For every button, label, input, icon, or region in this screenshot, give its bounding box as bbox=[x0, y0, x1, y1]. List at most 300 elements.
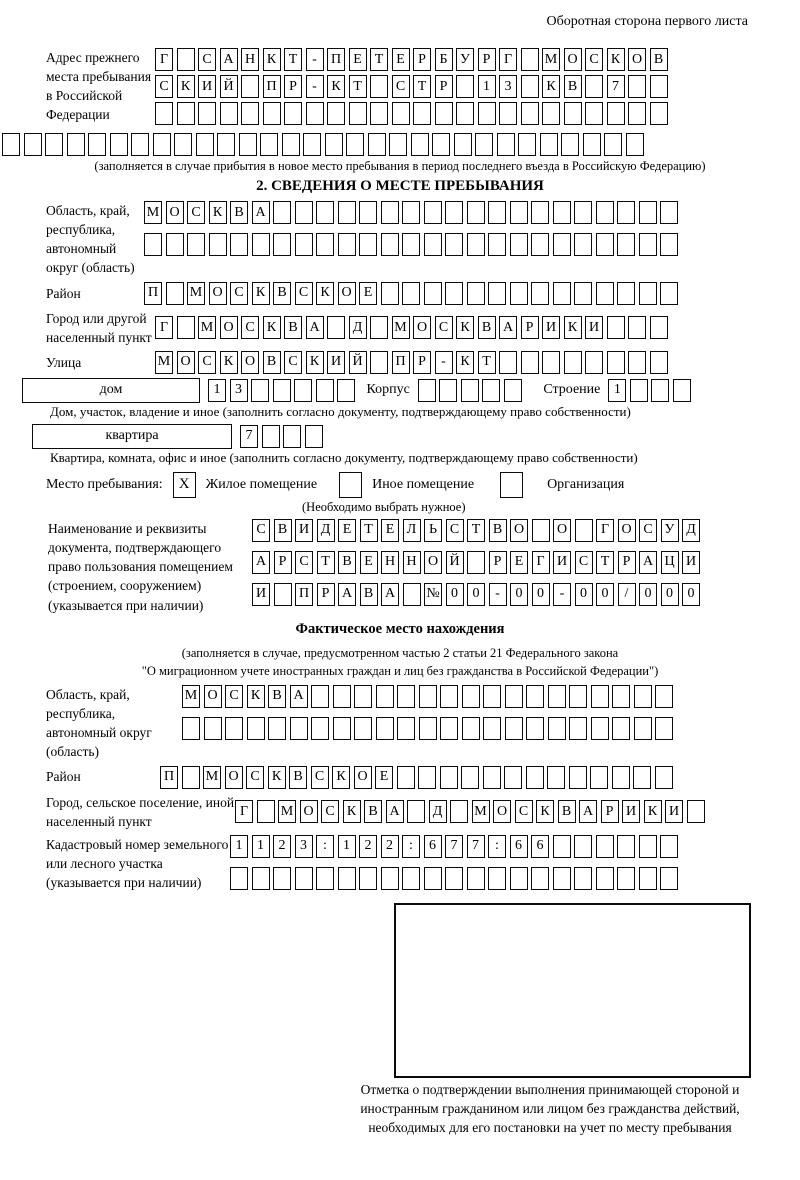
char-box[interactable] bbox=[359, 201, 377, 224]
char-box[interactable]: С bbox=[585, 48, 603, 71]
char-box[interactable] bbox=[295, 867, 313, 890]
char-box[interactable] bbox=[440, 685, 458, 708]
char-box[interactable] bbox=[209, 233, 227, 256]
char-box[interactable] bbox=[217, 133, 235, 156]
char-box[interactable]: Е bbox=[375, 766, 393, 789]
char-box[interactable] bbox=[370, 316, 388, 339]
char-box[interactable]: М bbox=[144, 201, 162, 224]
char-box[interactable]: А bbox=[290, 685, 308, 708]
char-box[interactable] bbox=[504, 379, 522, 402]
char-box[interactable] bbox=[526, 766, 544, 789]
char-box[interactable]: А bbox=[386, 800, 404, 823]
char-box[interactable] bbox=[483, 766, 501, 789]
char-box[interactable]: К bbox=[536, 800, 554, 823]
char-box[interactable]: Й bbox=[446, 551, 464, 574]
char-box[interactable] bbox=[510, 233, 528, 256]
char-box[interactable] bbox=[284, 102, 302, 125]
char-box[interactable]: С bbox=[198, 48, 216, 71]
char-box[interactable] bbox=[650, 316, 668, 339]
char-box[interactable]: 1 bbox=[252, 835, 270, 858]
char-box[interactable] bbox=[630, 379, 648, 402]
char-box[interactable]: О bbox=[510, 519, 528, 542]
char-box[interactable] bbox=[252, 233, 270, 256]
char-box[interactable] bbox=[628, 102, 646, 125]
char-box[interactable]: Н bbox=[381, 551, 399, 574]
char-box[interactable]: Р bbox=[413, 48, 431, 71]
char-box[interactable] bbox=[569, 717, 587, 740]
char-box[interactable] bbox=[251, 379, 269, 402]
char-box[interactable] bbox=[311, 717, 329, 740]
char-box[interactable] bbox=[338, 233, 356, 256]
char-box[interactable] bbox=[370, 75, 388, 98]
char-box[interactable] bbox=[591, 685, 609, 708]
char-box[interactable]: К bbox=[607, 48, 625, 71]
char-box[interactable] bbox=[187, 233, 205, 256]
char-box[interactable] bbox=[370, 102, 388, 125]
char-box[interactable]: В bbox=[338, 551, 356, 574]
char-box[interactable]: 7 bbox=[467, 835, 485, 858]
char-box[interactable] bbox=[467, 233, 485, 256]
char-box[interactable]: С bbox=[446, 519, 464, 542]
char-box[interactable]: К bbox=[263, 316, 281, 339]
char-box[interactable]: Р bbox=[618, 551, 636, 574]
char-box[interactable]: - bbox=[489, 583, 507, 606]
char-box[interactable] bbox=[461, 766, 479, 789]
char-box[interactable]: : bbox=[316, 835, 334, 858]
char-box[interactable] bbox=[518, 133, 536, 156]
char-box[interactable] bbox=[499, 102, 517, 125]
char-box[interactable]: М bbox=[472, 800, 490, 823]
char-box[interactable] bbox=[617, 835, 635, 858]
char-box[interactable] bbox=[585, 75, 603, 98]
char-box[interactable] bbox=[450, 800, 468, 823]
char-box[interactable]: С bbox=[295, 282, 313, 305]
char-box[interactable] bbox=[260, 133, 278, 156]
char-box[interactable]: К bbox=[327, 75, 345, 98]
char-box[interactable] bbox=[295, 201, 313, 224]
char-box[interactable] bbox=[346, 133, 364, 156]
char-box[interactable] bbox=[402, 282, 420, 305]
char-box[interactable]: Е bbox=[381, 519, 399, 542]
char-box[interactable] bbox=[650, 102, 668, 125]
char-box[interactable] bbox=[316, 201, 334, 224]
char-box[interactable] bbox=[177, 102, 195, 125]
char-box[interactable]: В bbox=[230, 201, 248, 224]
char-box[interactable] bbox=[564, 351, 582, 374]
char-box[interactable]: 7 bbox=[240, 425, 258, 448]
char-box[interactable] bbox=[499, 351, 517, 374]
char-box[interactable] bbox=[540, 133, 558, 156]
char-box[interactable] bbox=[482, 379, 500, 402]
char-box[interactable] bbox=[424, 282, 442, 305]
char-box[interactable]: В bbox=[478, 316, 496, 339]
char-box[interactable]: / bbox=[618, 583, 636, 606]
char-box[interactable] bbox=[461, 379, 479, 402]
char-box[interactable] bbox=[505, 717, 523, 740]
char-box[interactable] bbox=[359, 233, 377, 256]
char-box[interactable]: С bbox=[321, 800, 339, 823]
char-box[interactable] bbox=[354, 685, 372, 708]
char-box[interactable]: С bbox=[241, 316, 259, 339]
registration-stamp-box[interactable] bbox=[394, 903, 751, 1078]
char-box[interactable] bbox=[488, 282, 506, 305]
char-box[interactable]: О bbox=[413, 316, 431, 339]
char-box[interactable] bbox=[327, 102, 345, 125]
char-box[interactable]: Г bbox=[235, 800, 253, 823]
char-box[interactable] bbox=[660, 835, 678, 858]
char-box[interactable]: 1 bbox=[608, 379, 626, 402]
char-box[interactable] bbox=[504, 766, 522, 789]
char-box[interactable] bbox=[262, 425, 280, 448]
char-box[interactable]: А bbox=[381, 583, 399, 606]
char-box[interactable] bbox=[282, 133, 300, 156]
char-box[interactable] bbox=[273, 233, 291, 256]
char-box[interactable] bbox=[418, 379, 436, 402]
char-box[interactable] bbox=[225, 717, 243, 740]
char-box[interactable] bbox=[333, 685, 351, 708]
char-box[interactable] bbox=[144, 233, 162, 256]
char-box[interactable]: О bbox=[564, 48, 582, 71]
char-box[interactable]: Б bbox=[435, 48, 453, 71]
char-box[interactable] bbox=[411, 133, 429, 156]
char-box[interactable] bbox=[316, 233, 334, 256]
char-box[interactable]: П bbox=[327, 48, 345, 71]
char-box[interactable]: С bbox=[198, 351, 216, 374]
char-box[interactable] bbox=[607, 102, 625, 125]
char-box[interactable]: 2 bbox=[273, 835, 291, 858]
char-box[interactable] bbox=[440, 766, 458, 789]
char-box[interactable] bbox=[628, 316, 646, 339]
char-box[interactable] bbox=[413, 102, 431, 125]
char-box[interactable]: И bbox=[553, 551, 571, 574]
char-box[interactable] bbox=[564, 102, 582, 125]
char-box[interactable] bbox=[478, 102, 496, 125]
char-box[interactable] bbox=[273, 201, 291, 224]
char-box[interactable]: Й bbox=[220, 75, 238, 98]
char-box[interactable] bbox=[445, 201, 463, 224]
char-box[interactable] bbox=[548, 717, 566, 740]
char-box[interactable] bbox=[521, 48, 539, 71]
char-box[interactable] bbox=[532, 519, 550, 542]
char-box[interactable]: С bbox=[311, 766, 329, 789]
char-box[interactable] bbox=[376, 685, 394, 708]
char-box[interactable] bbox=[467, 867, 485, 890]
char-box[interactable] bbox=[166, 233, 184, 256]
char-box[interactable]: 7 bbox=[607, 75, 625, 98]
char-box[interactable]: Л bbox=[403, 519, 421, 542]
char-box[interactable] bbox=[574, 282, 592, 305]
char-box[interactable] bbox=[424, 201, 442, 224]
char-box[interactable]: А bbox=[252, 201, 270, 224]
char-box[interactable] bbox=[510, 282, 528, 305]
char-box[interactable] bbox=[687, 800, 705, 823]
char-box[interactable]: Г bbox=[155, 48, 173, 71]
char-box[interactable] bbox=[268, 717, 286, 740]
char-box[interactable]: - bbox=[553, 583, 571, 606]
char-box[interactable] bbox=[660, 201, 678, 224]
char-box[interactable]: Д bbox=[429, 800, 447, 823]
char-box[interactable] bbox=[424, 867, 442, 890]
char-box[interactable] bbox=[333, 717, 351, 740]
char-box[interactable] bbox=[110, 133, 128, 156]
char-box[interactable]: А bbox=[639, 551, 657, 574]
char-box[interactable] bbox=[612, 766, 630, 789]
char-box[interactable]: О bbox=[241, 351, 259, 374]
char-box[interactable]: 0 bbox=[596, 583, 614, 606]
char-box[interactable] bbox=[612, 685, 630, 708]
char-box[interactable]: 2 bbox=[359, 835, 377, 858]
char-box[interactable] bbox=[651, 379, 669, 402]
char-box[interactable] bbox=[454, 133, 472, 156]
char-box[interactable]: Т bbox=[317, 551, 335, 574]
char-box[interactable] bbox=[316, 867, 334, 890]
char-box[interactable]: Н bbox=[241, 48, 259, 71]
char-box[interactable]: К bbox=[220, 351, 238, 374]
char-box[interactable]: Р bbox=[601, 800, 619, 823]
char-box[interactable] bbox=[305, 425, 323, 448]
char-box[interactable]: 3 bbox=[230, 379, 248, 402]
char-box[interactable]: 0 bbox=[510, 583, 528, 606]
char-box[interactable]: С bbox=[187, 201, 205, 224]
char-box[interactable] bbox=[575, 519, 593, 542]
char-box[interactable] bbox=[440, 717, 458, 740]
char-box[interactable] bbox=[531, 201, 549, 224]
char-box[interactable]: Г bbox=[596, 519, 614, 542]
char-box[interactable] bbox=[650, 75, 668, 98]
char-box[interactable] bbox=[392, 102, 410, 125]
char-box[interactable]: У bbox=[456, 48, 474, 71]
char-box[interactable]: Г bbox=[499, 48, 517, 71]
char-box[interactable] bbox=[553, 233, 571, 256]
char-box[interactable] bbox=[660, 233, 678, 256]
char-box[interactable]: И bbox=[622, 800, 640, 823]
char-box[interactable]: Т bbox=[370, 48, 388, 71]
char-box[interactable]: Е bbox=[360, 551, 378, 574]
char-box[interactable]: В bbox=[360, 583, 378, 606]
char-box[interactable]: К bbox=[343, 800, 361, 823]
char-box[interactable]: К bbox=[542, 75, 560, 98]
char-box[interactable] bbox=[462, 685, 480, 708]
char-box[interactable]: С bbox=[246, 766, 264, 789]
char-box[interactable] bbox=[354, 717, 372, 740]
char-box[interactable] bbox=[467, 282, 485, 305]
char-box[interactable] bbox=[591, 717, 609, 740]
char-box[interactable]: К bbox=[247, 685, 265, 708]
char-box[interactable]: : bbox=[402, 835, 420, 858]
char-box[interactable]: С bbox=[230, 282, 248, 305]
char-box[interactable]: М bbox=[278, 800, 296, 823]
char-box[interactable]: Д bbox=[682, 519, 700, 542]
char-box[interactable]: А bbox=[579, 800, 597, 823]
char-box[interactable] bbox=[510, 201, 528, 224]
char-box[interactable] bbox=[639, 282, 657, 305]
char-box[interactable]: А bbox=[338, 583, 356, 606]
checkbox-organization[interactable] bbox=[500, 472, 523, 498]
char-box[interactable] bbox=[607, 316, 625, 339]
char-box[interactable]: Т bbox=[349, 75, 367, 98]
char-box[interactable] bbox=[198, 102, 216, 125]
char-box[interactable]: К bbox=[252, 282, 270, 305]
char-box[interactable] bbox=[196, 133, 214, 156]
checkbox-residential[interactable]: X bbox=[173, 472, 196, 498]
char-box[interactable] bbox=[402, 233, 420, 256]
char-box[interactable] bbox=[660, 867, 678, 890]
char-box[interactable]: П bbox=[160, 766, 178, 789]
char-box[interactable]: О bbox=[618, 519, 636, 542]
char-box[interactable] bbox=[263, 102, 281, 125]
char-box[interactable] bbox=[596, 282, 614, 305]
char-box[interactable] bbox=[574, 835, 592, 858]
char-box[interactable]: В bbox=[289, 766, 307, 789]
char-box[interactable] bbox=[655, 717, 673, 740]
char-box[interactable]: О bbox=[300, 800, 318, 823]
char-box[interactable]: 6 bbox=[424, 835, 442, 858]
char-box[interactable]: О bbox=[553, 519, 571, 542]
char-box[interactable] bbox=[596, 233, 614, 256]
char-box[interactable]: О bbox=[338, 282, 356, 305]
char-box[interactable] bbox=[294, 379, 312, 402]
char-box[interactable] bbox=[247, 717, 265, 740]
char-box[interactable] bbox=[419, 717, 437, 740]
char-box[interactable]: В bbox=[489, 519, 507, 542]
char-box[interactable] bbox=[402, 867, 420, 890]
char-box[interactable]: С bbox=[225, 685, 243, 708]
char-box[interactable] bbox=[574, 201, 592, 224]
char-box[interactable] bbox=[639, 201, 657, 224]
char-box[interactable]: И bbox=[682, 551, 700, 574]
char-box[interactable]: П bbox=[295, 583, 313, 606]
char-box[interactable] bbox=[467, 201, 485, 224]
char-box[interactable] bbox=[574, 233, 592, 256]
char-box[interactable]: В bbox=[564, 75, 582, 98]
char-box[interactable]: Р bbox=[274, 551, 292, 574]
char-box[interactable]: В bbox=[650, 48, 668, 71]
char-box[interactable]: Р bbox=[521, 316, 539, 339]
char-box[interactable] bbox=[407, 800, 425, 823]
char-box[interactable] bbox=[381, 233, 399, 256]
char-box[interactable] bbox=[381, 867, 399, 890]
char-box[interactable] bbox=[381, 282, 399, 305]
char-box[interactable] bbox=[435, 102, 453, 125]
char-box[interactable]: 3 bbox=[499, 75, 517, 98]
char-box[interactable] bbox=[402, 201, 420, 224]
char-box[interactable] bbox=[2, 133, 20, 156]
char-box[interactable] bbox=[561, 133, 579, 156]
char-box[interactable]: 6 bbox=[510, 835, 528, 858]
char-box[interactable]: Е bbox=[392, 48, 410, 71]
char-box[interactable] bbox=[617, 282, 635, 305]
char-box[interactable]: Ц bbox=[661, 551, 679, 574]
char-box[interactable] bbox=[655, 766, 673, 789]
char-box[interactable] bbox=[403, 583, 421, 606]
char-box[interactable] bbox=[553, 201, 571, 224]
char-box[interactable]: № bbox=[424, 583, 442, 606]
char-box[interactable]: 1 bbox=[478, 75, 496, 98]
char-box[interactable] bbox=[488, 201, 506, 224]
char-box[interactable] bbox=[303, 133, 321, 156]
char-box[interactable] bbox=[257, 800, 275, 823]
char-box[interactable]: М bbox=[187, 282, 205, 305]
char-box[interactable]: П bbox=[392, 351, 410, 374]
char-box[interactable] bbox=[241, 102, 259, 125]
char-box[interactable] bbox=[327, 316, 345, 339]
char-box[interactable]: В bbox=[274, 519, 292, 542]
char-box[interactable]: А bbox=[499, 316, 517, 339]
char-box[interactable] bbox=[445, 282, 463, 305]
char-box[interactable] bbox=[596, 201, 614, 224]
char-box[interactable] bbox=[166, 282, 184, 305]
char-box[interactable]: О bbox=[166, 201, 184, 224]
char-box[interactable]: 0 bbox=[639, 583, 657, 606]
char-box[interactable] bbox=[612, 717, 630, 740]
char-box[interactable]: О bbox=[177, 351, 195, 374]
char-box[interactable]: А bbox=[306, 316, 324, 339]
char-box[interactable] bbox=[370, 351, 388, 374]
char-box[interactable] bbox=[617, 233, 635, 256]
char-box[interactable]: К bbox=[644, 800, 662, 823]
char-box[interactable]: Р bbox=[478, 48, 496, 71]
char-box[interactable]: И bbox=[585, 316, 603, 339]
char-box[interactable]: Е bbox=[510, 551, 528, 574]
char-box[interactable]: С bbox=[155, 75, 173, 98]
char-box[interactable]: П bbox=[263, 75, 281, 98]
char-box[interactable]: О bbox=[354, 766, 372, 789]
char-box[interactable] bbox=[283, 425, 301, 448]
char-box[interactable]: : bbox=[488, 835, 506, 858]
char-box[interactable] bbox=[230, 233, 248, 256]
char-box[interactable] bbox=[596, 835, 614, 858]
char-box[interactable] bbox=[456, 75, 474, 98]
char-box[interactable] bbox=[531, 867, 549, 890]
char-box[interactable] bbox=[628, 75, 646, 98]
char-box[interactable]: И bbox=[295, 519, 313, 542]
char-box[interactable] bbox=[660, 282, 678, 305]
char-box[interactable] bbox=[241, 75, 259, 98]
char-box[interactable] bbox=[634, 717, 652, 740]
char-box[interactable] bbox=[542, 102, 560, 125]
char-box[interactable] bbox=[639, 835, 657, 858]
char-box[interactable]: П bbox=[144, 282, 162, 305]
char-box[interactable] bbox=[542, 351, 560, 374]
char-box[interactable]: К bbox=[316, 282, 334, 305]
char-box[interactable] bbox=[295, 233, 313, 256]
char-box[interactable] bbox=[177, 48, 195, 71]
char-box[interactable]: К bbox=[332, 766, 350, 789]
char-box[interactable] bbox=[24, 133, 42, 156]
char-box[interactable] bbox=[397, 717, 415, 740]
char-box[interactable] bbox=[526, 717, 544, 740]
char-box[interactable]: Е bbox=[338, 519, 356, 542]
char-box[interactable]: - bbox=[306, 75, 324, 98]
char-box[interactable] bbox=[483, 717, 501, 740]
char-box[interactable] bbox=[650, 351, 668, 374]
char-box[interactable] bbox=[445, 233, 463, 256]
char-box[interactable] bbox=[419, 685, 437, 708]
char-box[interactable]: Г bbox=[155, 316, 173, 339]
char-box[interactable] bbox=[445, 867, 463, 890]
char-box[interactable] bbox=[177, 316, 195, 339]
char-box[interactable]: С bbox=[435, 316, 453, 339]
char-box[interactable]: О bbox=[220, 316, 238, 339]
char-box[interactable]: Р bbox=[489, 551, 507, 574]
char-box[interactable] bbox=[590, 766, 608, 789]
char-box[interactable] bbox=[316, 379, 334, 402]
char-box[interactable]: В bbox=[558, 800, 576, 823]
char-box[interactable] bbox=[368, 133, 386, 156]
char-box[interactable]: В bbox=[263, 351, 281, 374]
char-box[interactable] bbox=[462, 717, 480, 740]
char-box[interactable] bbox=[488, 867, 506, 890]
